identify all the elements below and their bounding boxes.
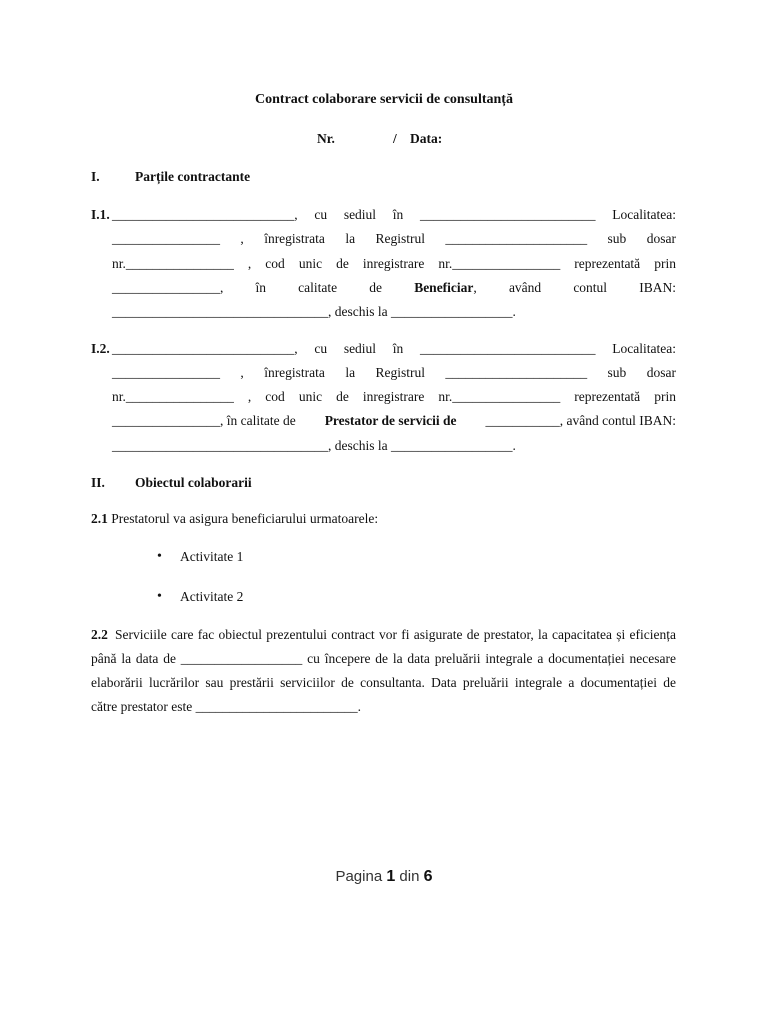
section-1-number: I.: [91, 169, 100, 184]
clause-1-1-line-3: [112, 256, 676, 272]
total-pages-number: 6: [423, 868, 433, 885]
word: la: [345, 231, 356, 246]
word: având: [508, 280, 542, 295]
word: în: [392, 341, 404, 356]
word: în: [392, 207, 404, 222]
iban-blank: ________________________________, deschis la: [112, 438, 388, 453]
beneficiary-address-blank: __________________________: [420, 207, 596, 222]
word: la: [345, 365, 356, 380]
bullet-dot: •: [157, 589, 162, 604]
clause-2-2-number: [91, 627, 108, 643]
word: IBAN:: [639, 280, 676, 295]
section-1-heading: Parțile contractante: [135, 169, 251, 184]
section-2-heading: Obiectul colaborarii: [135, 475, 252, 490]
provider-address-blank: __________________________: [420, 341, 596, 356]
slash-separator: /: [393, 131, 397, 146]
word: cu: [314, 207, 328, 222]
beneficiary-name-blank: ___________________________,: [112, 207, 298, 222]
clause-number: 2.2: [91, 627, 108, 642]
word: cod: [265, 389, 285, 404]
clause-1-2-line-4: [112, 413, 676, 429]
word: sediul: [343, 341, 377, 356]
word: Localitatea:: [612, 207, 676, 222]
locality-blank: ________________: [112, 365, 220, 380]
clause-2-1: [91, 511, 378, 527]
word: înregistrata: [264, 231, 325, 246]
word: ,: [240, 365, 244, 380]
clause-2-1-text: Prestatorul va asigura beneficiarului urmatoarele:: [111, 511, 379, 526]
registry-blank: _____________________: [445, 231, 588, 246]
provider-name-blank: ___________________________,: [112, 341, 298, 356]
word: ,: [247, 389, 252, 404]
word: sub: [607, 231, 627, 246]
bullet-dot: •: [157, 549, 162, 564]
activity-item-1: Activitate 1: [180, 549, 244, 564]
word: sediul: [343, 207, 377, 222]
clause-1-2-line-5: [112, 438, 516, 454]
word: sub: [607, 365, 627, 380]
clause-2-2-line-1: Serviciile care fac obiectul prezentului contract vor fi asigurate de prestator, la capacitatea și eficiența: [115, 627, 676, 642]
activity-item-2: Activitate 2: [180, 589, 244, 604]
section-2-number: II.: [91, 475, 105, 490]
word: Localitatea:: [612, 341, 676, 356]
word: Registrul: [375, 231, 425, 246]
representative-text: ________________, în calitate de: [112, 413, 296, 428]
word: dosar: [646, 365, 676, 380]
of-label: din: [399, 868, 420, 885]
beneficiary-role: Beneficiar: [414, 280, 474, 295]
word: înregistrata: [264, 365, 325, 380]
word: inregistrare: [362, 389, 425, 404]
representative-blank: ________________,: [112, 280, 224, 295]
word: dosar: [646, 231, 676, 246]
clause-2-1-number: 2.1: [91, 511, 108, 526]
word: Registrul: [375, 365, 425, 380]
clause-1-1-line-4: [112, 280, 676, 296]
word: de: [336, 256, 349, 271]
page-label: Pagina: [335, 868, 383, 885]
clause-1-1-label: I.1.: [91, 207, 110, 222]
word: prin: [654, 256, 676, 271]
bank-blank: __________________.: [391, 438, 516, 453]
word: inregistrare: [362, 256, 425, 271]
word: cod: [265, 256, 285, 271]
file-number-blank: nr.________________: [112, 256, 234, 271]
clause-1-2-line-1: [112, 341, 676, 357]
clause-2-2-line-4: către prestator este ________________________.: [91, 699, 361, 714]
contract-number-label: Nr.: [317, 131, 335, 146]
clause-1-1-line-2: [112, 231, 676, 247]
clause-1-2-line-3: [112, 389, 676, 405]
word: calitate: [298, 280, 338, 295]
clause-1-1-line-5: [112, 304, 516, 320]
clause-2-2-line-3: elaborării lucrărilor sau prestării serviciilor de consultanta. Data preluării integrale a documentației de: [91, 675, 676, 690]
clause-1-2-label: I.2.: [91, 341, 110, 356]
word: unic: [298, 389, 323, 404]
clause-2-2-line-2: până la data de __________________ cu începere de la data preluării integrale a documentației necesare: [91, 651, 676, 666]
iban-blank: ________________________________, deschis la: [112, 304, 388, 319]
word: de: [369, 280, 383, 295]
registry-blank: _____________________: [445, 365, 588, 380]
current-page-number: 1: [386, 868, 396, 885]
word: în: [255, 280, 267, 295]
page-footer: [0, 868, 768, 886]
word: reprezentată: [574, 256, 641, 271]
word: ,: [247, 256, 252, 271]
word: reprezentată: [574, 389, 641, 404]
word: contul: [573, 280, 608, 295]
registration-code-blank: nr.________________: [438, 389, 561, 404]
word: ,: [473, 280, 477, 295]
locality-blank: ________________: [112, 231, 220, 246]
service-type-text: ___________, având contul IBAN:: [485, 413, 676, 428]
file-number-blank: nr.________________: [112, 389, 234, 404]
clause-1-2-line-2: [112, 365, 676, 381]
registration-code-blank: nr.________________: [438, 256, 561, 271]
provider-role: Prestator de servicii de: [324, 413, 457, 428]
word: ,: [240, 231, 244, 246]
word: unic: [298, 256, 323, 271]
word: de: [336, 389, 349, 404]
word: cu: [314, 341, 328, 356]
document-title: Contract colaborare servicii de consultanță: [255, 92, 513, 107]
word: prin: [654, 389, 676, 404]
bank-blank: __________________.: [391, 304, 516, 319]
date-label: Data:: [410, 131, 443, 146]
clause-1-1-line-1: [112, 207, 676, 223]
